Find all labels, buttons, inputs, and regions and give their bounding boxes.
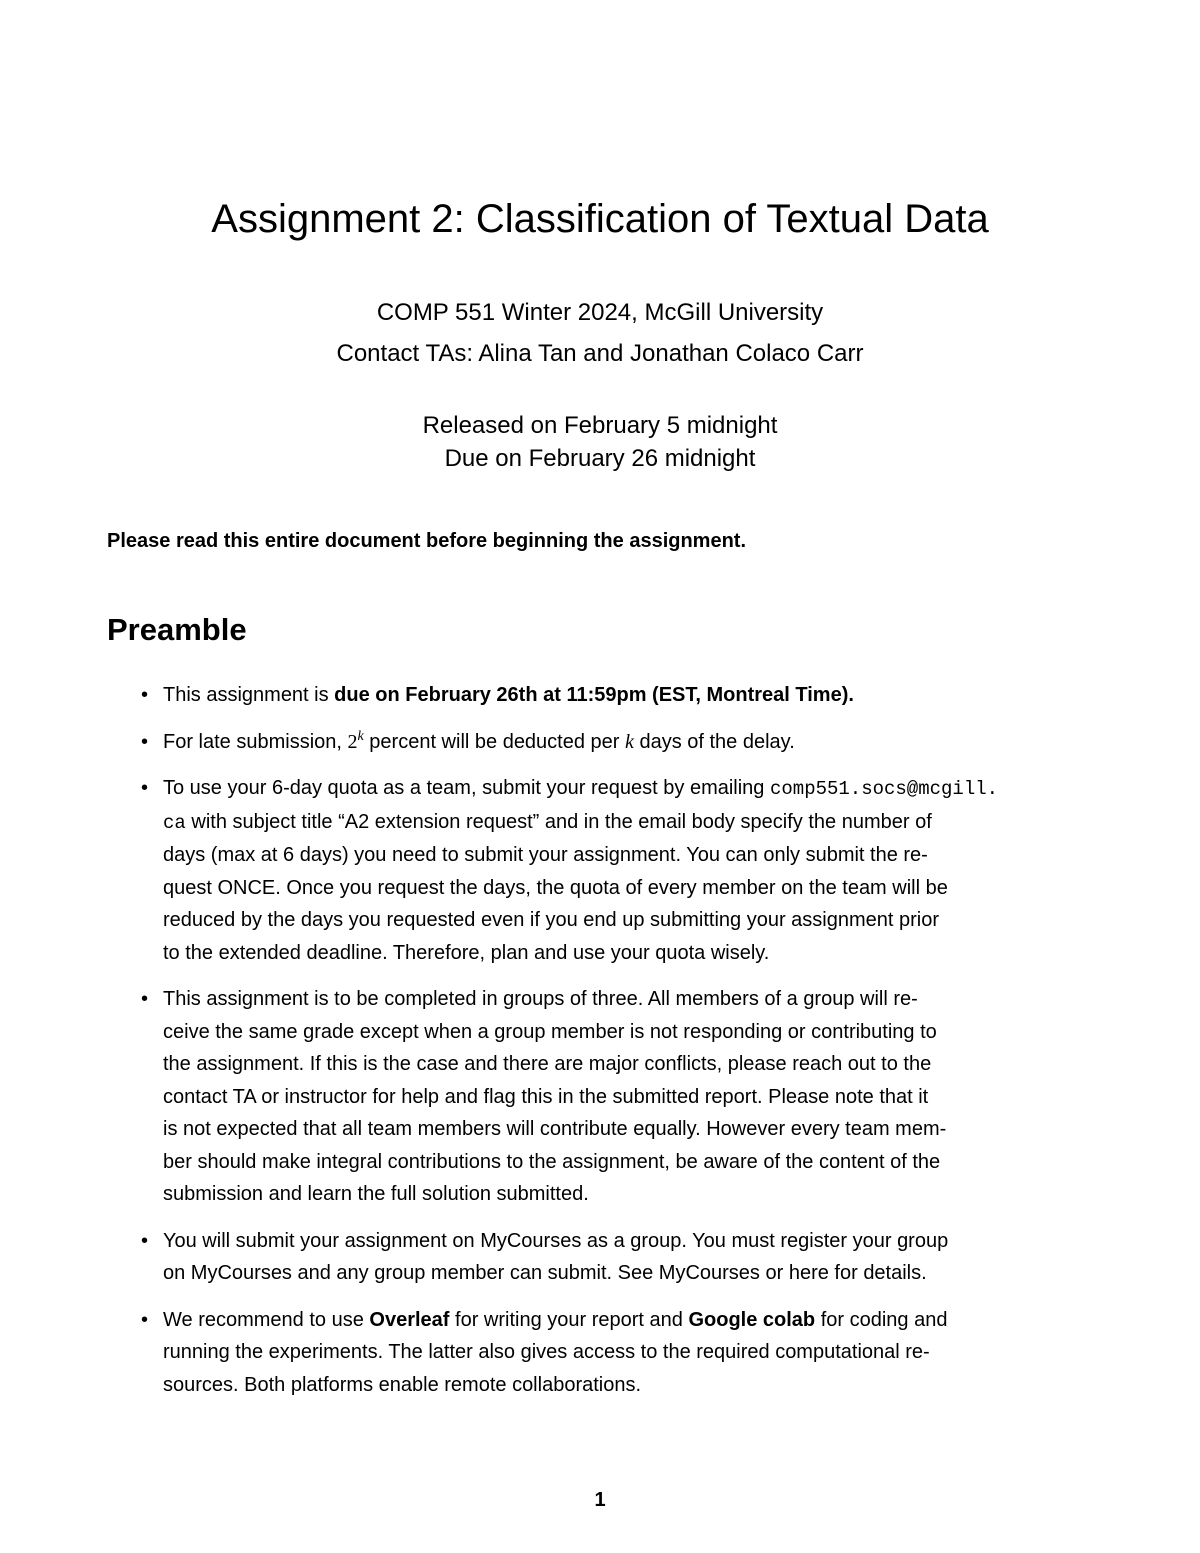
course-line: COMP 551 Winter 2024, McGill University [376, 299, 824, 326]
formula-base: 2 [347, 730, 358, 753]
bullet-line: the assignment. If this is the case and there are major conflicts, please reach out to the [163, 1053, 932, 1075]
bullet-line: This assignment is to be completed in groups of three. All members of a group will re- [163, 988, 918, 1010]
bullet-line: running the experiments. The latter also gives access to the required computational re- [163, 1341, 930, 1363]
bullet-icon: • [141, 1229, 149, 1252]
list-item-extension-quota [141, 772, 1101, 969]
bullet-line: contact TA or instructor for help and flag this in the submitted report. Please note that it [163, 1085, 929, 1108]
bullet-line [163, 726, 1101, 759]
list-item-submission [141, 1225, 1101, 1290]
list-item-late-penalty [141, 726, 1101, 759]
overleaf-emphasis: Overleaf [369, 1308, 450, 1331]
read-entire-document-notice: Please read this entire document before beginning the assignment. [107, 530, 747, 552]
bullet-line: days (max at 6 days) you need to submit your assignment. You can only submit the re- [163, 844, 928, 866]
bullet-line [163, 679, 1101, 712]
bullet-text: for writing your report and [449, 1308, 689, 1331]
bullet-text: To use your 6-day quota as a team, submit your request by emailing [163, 777, 770, 799]
formula-variable: k [625, 730, 634, 753]
bullet-text: with subject title “A2 extension request” and in the email body specify the number of [185, 810, 932, 833]
preamble-list [141, 679, 1101, 1415]
due-date-line: Due on February 26 midnight [444, 445, 756, 472]
bullet-text: days of the delay. [633, 730, 795, 753]
release-date-line: Released on February 5 midnight [422, 412, 778, 439]
bullet-text: This assignment is [163, 684, 335, 706]
bullet-line: on MyCourses and any group member can submit. See MyCourses or here for details. [163, 1262, 927, 1284]
bullet-line: quest ONCE. Once you request the days, the quota of every member on the team will be [163, 876, 948, 899]
list-item-due-date [141, 679, 1101, 712]
bullet-text: for coding and [815, 1308, 948, 1331]
preamble-heading: Preamble [107, 612, 247, 647]
bullet-text: percent will be deducted per [363, 730, 626, 753]
bullet-line: is not expected that all team members will contribute equally. However every team mem- [163, 1118, 947, 1140]
bullet-icon: • [141, 988, 149, 1010]
google-colab-emphasis: Google colab [688, 1308, 816, 1331]
formula-exponent: k [357, 728, 364, 744]
bullet-line: ceive the same grade except when a group member is not responding or contributing to [163, 1020, 937, 1043]
bullet-icon: • [141, 730, 149, 753]
bullet-icon: • [141, 777, 149, 799]
list-item-tools [141, 1304, 1101, 1402]
bullet-line: reduced by the days you requested even if you end up submitting your assignment prior [163, 909, 940, 931]
due-date-emphasis: due on February 26th at 11:59pm (EST, Montreal Time). [334, 684, 854, 706]
bullet-text: For late submission, [163, 730, 348, 753]
contact-tas-line: Contact TAs: Alina Tan and Jonathan Colaco Carr [336, 340, 864, 367]
bullet-text: We recommend to use [163, 1308, 370, 1331]
bullet-line: You will submit your assignment on MyCourses as a group. You must register your group [163, 1229, 949, 1252]
bullet-icon: • [141, 684, 149, 706]
bullet-line: sources. Both platforms enable remote collaborations. [163, 1373, 642, 1396]
list-item-group-work [141, 983, 1101, 1211]
bullet-line [163, 806, 1101, 840]
bullet-line [163, 772, 1101, 806]
email-address-part-1[interactable]: comp551.socs@mcgill. [769, 778, 999, 800]
document-title: Assignment 2: Classification of Textual Data [211, 197, 989, 241]
bullet-icon: • [141, 1308, 149, 1331]
bullet-line: to the extended deadline. Therefore, plan and use your quota wisely. [163, 941, 770, 964]
bullet-line [163, 1304, 1101, 1337]
bullet-line: ber should make integral contributions to the assignment, be aware of the content of the [163, 1150, 941, 1173]
bullet-line: submission and learn the full solution submitted. [163, 1183, 589, 1205]
page-number: 1 [594, 1489, 606, 1511]
email-address-part-2[interactable]: ca [163, 811, 186, 834]
